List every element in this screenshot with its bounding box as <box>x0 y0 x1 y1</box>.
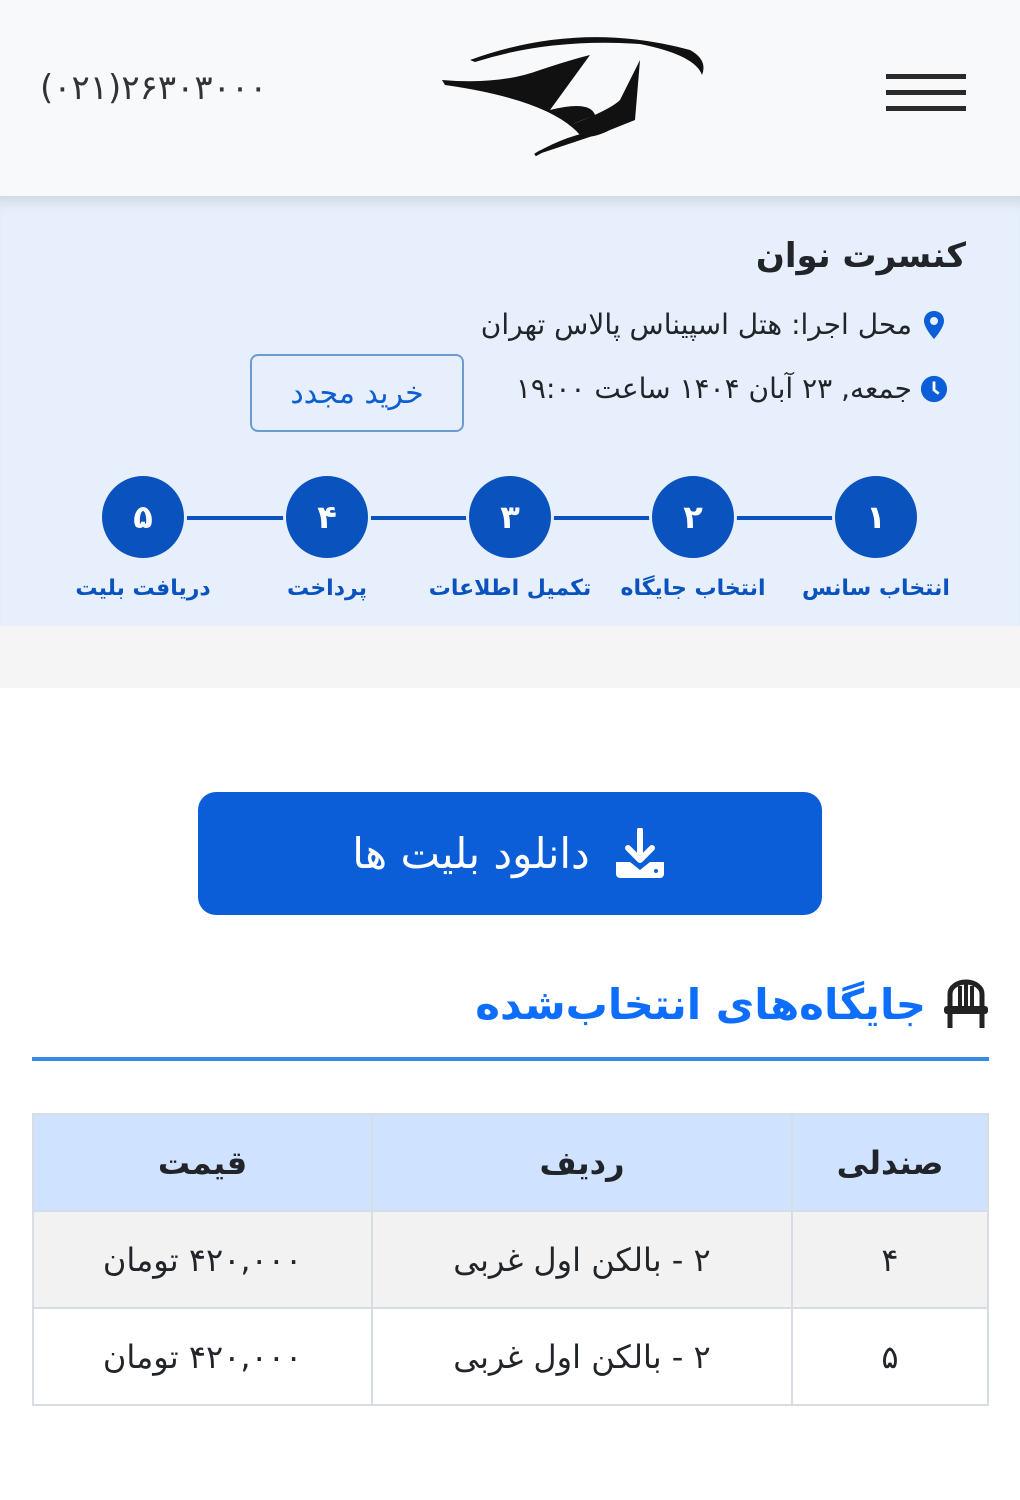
header-row: ردیف <box>372 1114 792 1211</box>
table-row <box>33 1308 988 1405</box>
seat-cell: ۵ <box>792 1308 988 1405</box>
step-4 <box>227 476 427 601</box>
step-3 <box>410 476 610 601</box>
step-number: ۳ <box>466 473 554 561</box>
chair-icon <box>944 978 988 1030</box>
step-label: دریافت بلیت <box>75 576 211 601</box>
datetime-text: جمعه, ۲۳ آبان ۱۴۰۴ ساعت ۱۹:۰۰ <box>515 372 912 405</box>
step-number: ۱ <box>832 473 920 561</box>
step-1 <box>776 476 976 601</box>
seats-table <box>32 1113 989 1406</box>
event-panel <box>0 196 1020 626</box>
menu-button[interactable] <box>886 74 966 114</box>
download-tickets-button[interactable] <box>198 792 822 915</box>
row-cell: ۲ - بالکن اول غربی <box>372 1211 792 1308</box>
event-title: کنسرت نوان <box>755 236 966 276</box>
download-label: دانلود بلیت ها <box>352 829 590 878</box>
map-pin-icon <box>920 310 948 340</box>
selected-seats-heading <box>475 978 988 1030</box>
price-cell: ۴۲۰,۰۰۰ تومان <box>33 1308 372 1405</box>
divider-band <box>0 626 1020 688</box>
clock-icon <box>920 374 948 404</box>
progress-steps <box>0 476 1020 626</box>
site-header <box>0 0 1020 196</box>
download-icon <box>612 828 668 880</box>
heading-underline <box>32 1057 989 1061</box>
rebuy-button[interactable]: خرید مجدد <box>250 354 464 432</box>
step-number: ۲ <box>649 473 737 561</box>
step-label: انتخاب جایگاه <box>620 576 766 601</box>
venue-row <box>481 308 948 341</box>
header-seat: صندلی <box>792 1114 988 1211</box>
row-cell: ۲ - بالکن اول غربی <box>372 1308 792 1405</box>
logo[interactable] <box>440 30 710 160</box>
price-cell: ۴۲۰,۰۰۰ تومان <box>33 1211 372 1308</box>
phone-number[interactable]: (۰۲۱)۲۶۳۰۳۰۰۰ <box>40 68 268 108</box>
seat-cell: ۴ <box>792 1211 988 1308</box>
venue-text: محل اجرا: هتل اسپیناس پالاس تهران <box>480 308 912 341</box>
step-number: ۴ <box>283 473 371 561</box>
table-row <box>33 1211 988 1308</box>
step-label: پرداخت <box>287 576 367 601</box>
table-header-row <box>33 1114 988 1211</box>
selected-seats-title: جایگاه‌های انتخاب‌شده <box>475 979 926 1029</box>
step-5 <box>43 476 243 601</box>
step-number: ۵ <box>99 473 187 561</box>
datetime-row <box>516 372 948 405</box>
step-label: انتخاب سانس <box>802 576 950 601</box>
header-price: قیمت <box>33 1114 372 1211</box>
step-label: تکمیل اطلاعات <box>428 576 592 601</box>
step-2 <box>593 476 793 601</box>
